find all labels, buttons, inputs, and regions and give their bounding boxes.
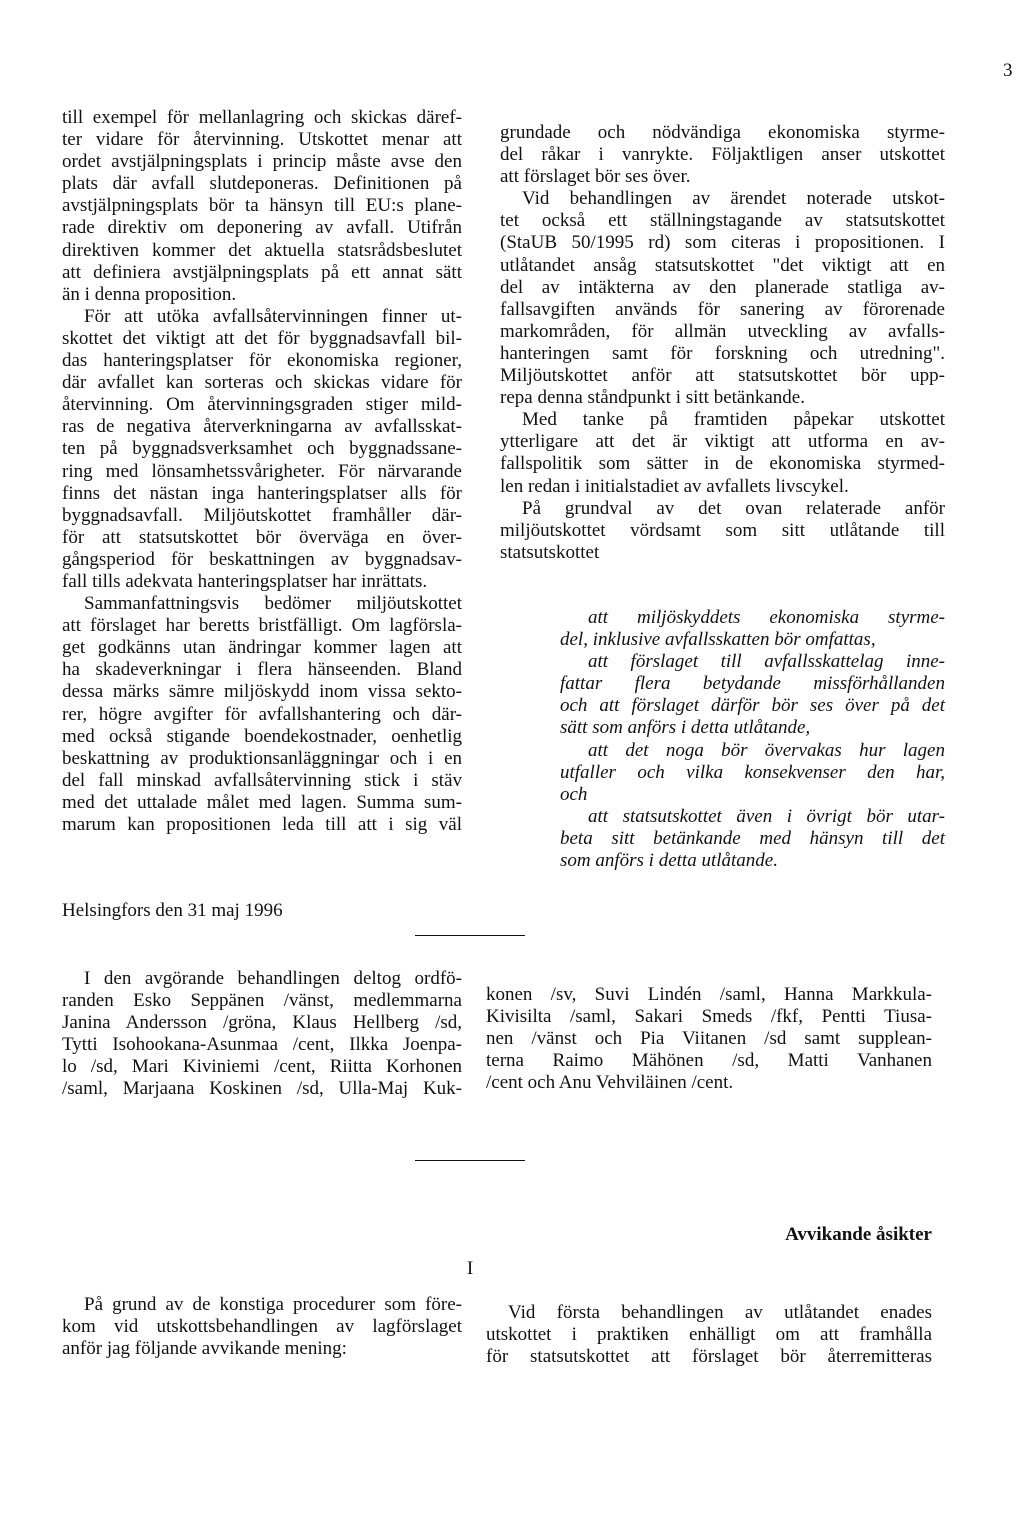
proposal-line: beta sitt betänkande med hänsyn till det [560, 827, 945, 849]
text-line: plats där avfall slutdeponeras. Definitionen på [62, 173, 462, 195]
text-line: rer, högre avgifter för avfallshantering och där- [62, 703, 462, 725]
text-line: utskottet i praktiken enhälligt om att framhålla [486, 1324, 932, 1346]
text-line: ten på byggnadsverksamhet och byggnadssane- [62, 438, 462, 460]
text-line: byggnadsavfall. Miljöutskottet framhåller där- [62, 504, 462, 526]
text-line: På grundval av det ovan relaterade anför [522, 497, 945, 519]
text-line: anför jag följande avvikande mening: [62, 1338, 347, 1360]
text-line: kom vid utskottsbehandlingen av lagförslaget [62, 1316, 462, 1338]
text-line: att förslaget har beretts bristfälligt. Om lagförsla- [62, 615, 462, 637]
text-line: tet också ett ställningstagande av statsutskottet [500, 210, 945, 232]
text-line: rade direktiv om deponering av avfall. Utifrån [62, 217, 462, 239]
text-line: gångsperiod för beskattningen av byggnadsav- [62, 548, 462, 570]
text-line: Janina Andersson /gröna, Klaus Hellberg /sd, [62, 1012, 462, 1034]
text-line: Kivisilta /saml, Sakari Smeds /fkf, Pentti Tiusa- [486, 1006, 932, 1028]
dissent-left [62, 1294, 462, 1360]
participants-right [486, 984, 932, 1094]
text-line: I den avgörande behandlingen deltog ordfö- [84, 968, 462, 989]
text-line: att förslaget bör ses över. [500, 166, 691, 188]
text-line: hanteringen samt för forskning och utredning". [500, 342, 945, 364]
text-line: /saml, Marjaana Koskinen /sd, Ulla-Maj Kuk- [62, 1078, 462, 1100]
text-line: finns det nästan inga hanteringsplatser alls för [62, 482, 462, 504]
proposal-line: och [560, 783, 588, 805]
text-line: ras de negativa återverkningarna av avfallsskat- [62, 416, 462, 438]
text-line: del fall minskad avfallsåtervinning stick i stäv [62, 769, 462, 791]
text-line: das hanteringsplatser för ekonomiska regioner, [62, 350, 462, 372]
proposal-line: sätt som anförs i detta utlåtande, [560, 717, 811, 739]
text-line: ordet avstjälpningsplats i princip måste avse den [62, 151, 462, 173]
text-line: ter vidare för återvinning. Utskottet menar att [62, 129, 462, 151]
text-line: för att statsutskottet bör överväga en över- [62, 526, 462, 548]
participants-left [62, 968, 462, 1101]
proposal-line: fattar flera betydande missförhållanden [560, 673, 945, 695]
text-line: (StaUB 50/1995 rd) som citeras i propositionen. I [500, 232, 945, 254]
proposal-line: att miljöskyddets ekonomiska styrme- [588, 607, 945, 628]
text-line: dessa märks sämre miljöskydd inom vissa sekto- [62, 681, 462, 703]
proposals-block [560, 607, 945, 872]
text-line: Tytti Isohookana-Asunmaa /cent, Ilkka Joenpa- [62, 1034, 462, 1056]
proposal-line: som anförs i detta utlåtande. [560, 850, 778, 872]
text-line: med också stigande boendekostnader, oenhetlig [62, 725, 462, 747]
text-line: skottet det viktigt att det för byggnadsavfall bil- [62, 327, 462, 349]
text-line: avstjälpningsplats bör ta hänsyn till EU:s plane- [62, 195, 462, 217]
text-line: utlåtandet ansåg statsutskottet "det viktigt att en [500, 254, 945, 276]
text-line: Miljöutskottet anför att statsutskottet bör upp- [500, 365, 945, 387]
text-line: där avfallet kan sorteras och skickas vidare för [62, 372, 462, 394]
text-line: beskattning av produktionsanläggningar och i en [62, 747, 462, 769]
text-line: än i denna proposition. [62, 283, 237, 305]
divider-rule [415, 935, 525, 936]
text-line: randen Esko Seppänen /vänst, medlemmarna [62, 990, 462, 1012]
text-line: återvinning. Om återvinningsgraden stiger mild- [62, 394, 462, 416]
text-line: del råkar i vanrykte. Följaktligen anser utskottet [500, 144, 945, 166]
page-number: 3 [1003, 60, 1013, 81]
text-line: statsutskottet [500, 541, 600, 563]
text-line: för statsutskottet att förslaget bör återremitteras [486, 1346, 932, 1368]
proposal-line: att statsutskottet även i övrigt bör utar- [588, 805, 945, 827]
proposal-line: att det noga bör övervakas hur lagen [588, 739, 945, 761]
text-line: Vid behandlingen av ärendet noterade utskot- [522, 188, 945, 210]
text-line: ring med lönsamhetssvårigheter. För närvarande [62, 460, 462, 482]
text-line: Med tanke på framtiden påpekar utskottet [522, 409, 945, 431]
text-line: ytterligare att det är viktigt att utforma en av- [500, 431, 945, 453]
proposal-line: och att förslaget därför bör ses över på det [560, 695, 945, 717]
right-column-text [500, 122, 945, 564]
text-line: marum kan propositionen leda till att i sig väl [62, 814, 462, 835]
text-line: lo /sd, Mari Kiviniemi /cent, Riitta Korhonen [62, 1056, 462, 1078]
proposal-line: att förslaget till avfallsskattelag inne- [588, 651, 945, 673]
text-line: nen /vänst och Pia Viitanen /sd samt supplean- [486, 1028, 932, 1050]
text-line: konen /sv, Suvi Lindén /saml, Hanna Markkula- [486, 984, 932, 1005]
text-line: fallspolitik som sätter in de ekonomiska styrmed- [500, 453, 945, 475]
proposal-line: utfaller och vilka konsekvenser den har, [560, 761, 945, 783]
divider-rule [415, 1160, 525, 1161]
text-line: /cent och Anu Vehviläinen /cent. [486, 1072, 734, 1094]
text-line: att definiera avstjälpningsplats på ett annat sätt [62, 261, 462, 283]
text-line: till exempel för mellanlagring och skickas däref- [62, 107, 462, 128]
text-line: direktiven kommer det aktuella statsrådsbeslutet [62, 239, 462, 261]
text-line: Sammanfattningsvis bedömer miljöutskottet [84, 593, 462, 615]
text-line: get godkänns utan ändringar kommer lagen att [62, 637, 462, 659]
text-line: repa denna ståndpunkt i sitt betänkande. [500, 387, 805, 409]
left-column-text [62, 107, 462, 836]
text-line: med det uttalade målet med lagen. Summa sum- [62, 791, 462, 813]
text-line: len redan i initialstadiet av avfallets livscykel. [500, 475, 849, 497]
text-line: Vid första behandlingen av utlåtandet enades [508, 1302, 932, 1323]
text-line: del av intäkterna av den planerade statliga av- [500, 276, 945, 298]
dissent-heading: Avvikande åsikter [785, 1224, 932, 1245]
dissent-numeral: I [466, 1258, 474, 1279]
text-line: På grund av de konstiga procedurer som före- [84, 1294, 462, 1315]
proposal-line: del, inklusive avfallsskatten bör omfattas, [560, 629, 876, 651]
text-line: För att utöka avfallsåtervinningen finner ut- [84, 305, 462, 327]
text-line: fall tills adekvata hanteringsplatser har inrättats. [62, 570, 428, 592]
text-line: markområden, för allmän utveckling av avfalls- [500, 320, 945, 342]
text-line: terna Raimo Mähönen /sd, Matti Vanhanen [486, 1050, 932, 1072]
dissent-right [486, 1302, 932, 1368]
text-line: fallsavgiften används för sanering av förorenade [500, 298, 945, 320]
text-line: ha skadeverkningar i flera hänseenden. Bland [62, 659, 462, 681]
place-date: Helsingfors den 31 maj 1996 [62, 900, 283, 921]
text-line: grundade och nödvändiga ekonomiska styrme- [500, 122, 945, 143]
text-line: miljöutskottet vördsamt som sitt utlåtande till [500, 519, 945, 541]
